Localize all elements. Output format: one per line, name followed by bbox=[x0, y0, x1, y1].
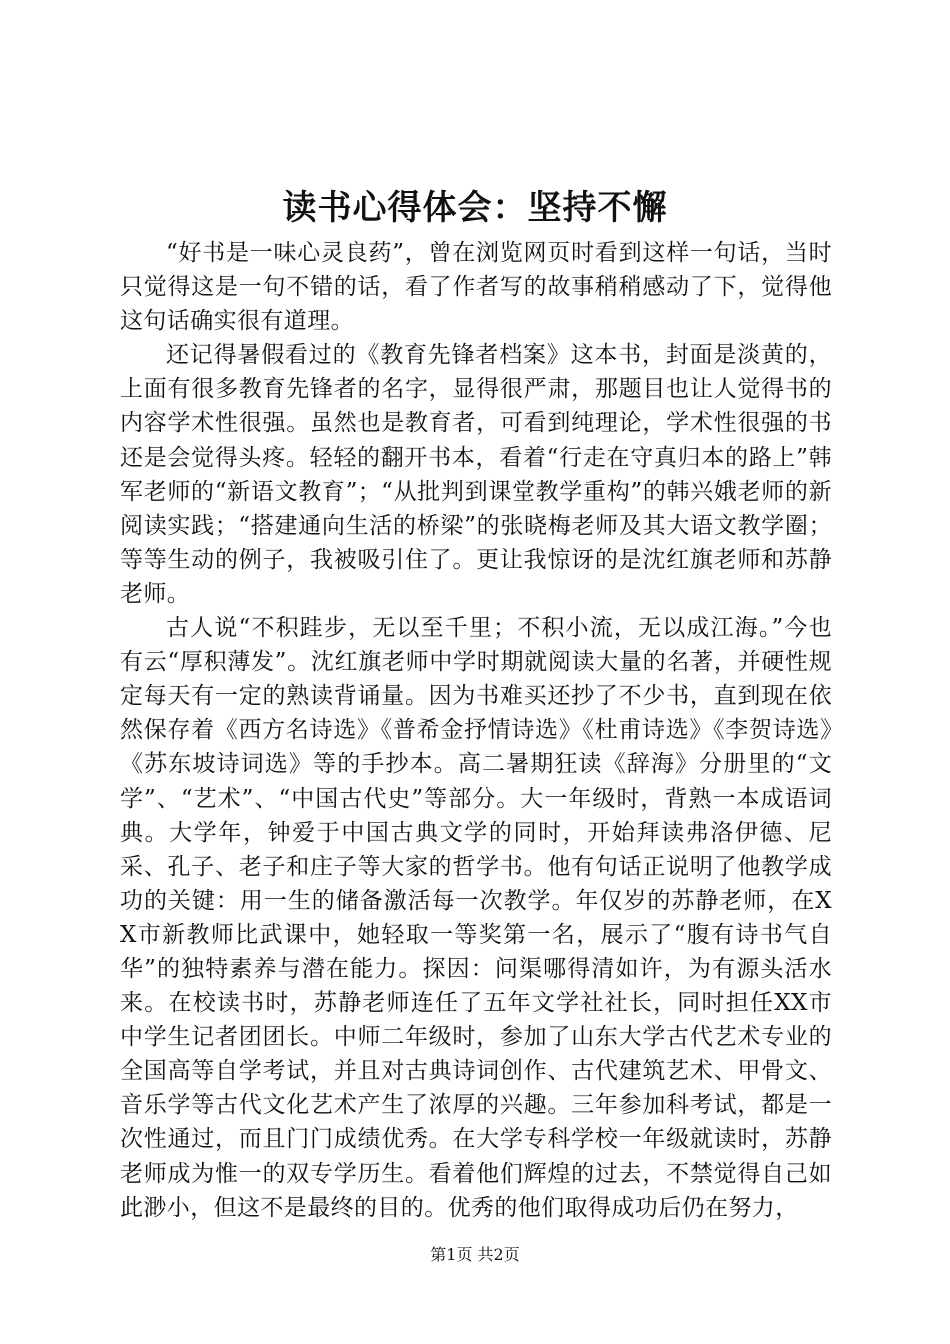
document-title: 读书心得体会：坚持不懈 bbox=[282, 188, 668, 228]
document-body bbox=[120, 236, 832, 1225]
paragraph-2: 还记得暑假看过的《教育先锋者档案》这本书，封面是淡黄的，上面有很多教育先锋者的名字，显得很严肃，那题目也让人觉得书的内容学术性很强。虽然也是教育者，可看到纯理论，学术性很强的书还是会觉得头疼。轻轻的翻开书本，看着“行走在守真归本的路上”韩军老师的“新语文教育”；“从批判到课堂教学重构”的韩兴娥老师的新阅读实践；“搭建通向生活的桥梁”的张晓梅老师及其大语文教学圈；等等生动的例子，我被吸引住了。更让我惊讶的是沈红旗老师和苏静老师。 bbox=[120, 342, 832, 607]
paragraph-3: 古人说“不积跬步，无以至千里；不积小流，无以成江海。”今也有云“厚积薄发”。沈红旗老师中学时期就阅读大量的名著，并硬性规定每天有一定的熟读背诵量。因为书难买还抄了不少书，直到现在依然保存着《西方名诗选》《普希金抒情诗选》《杜甫诗选》《李贺诗选》《苏东坡诗词选》等的手抄本。高二暑期狂读《辞海》分册里的“文学”、“艺术”、“中国古代史”等部分。大一年级时，背熟一本成语词典。大学年，钟爱于中国古典文学的同时，开始拜读弗洛伊德、尼采、孔子、老子和庄子等大家的哲学书。他有句话正说明了他教学成功的关键：用一生的储备激活每一次教学。年仅岁的苏静老师，在XX市新教师比武课中，她轻取一等奖第一名，展示了“腹有诗书气自华”的独特素养与潜在能力。探因：问渠哪得清如许，为有源头活水来。在校读书时，苏静老师连任了五年文学社社长，同时担任XX市中学生记者团团长。中师二年级时，参加了山东大学古代艺术专业的全国高等自学考试，并且对古典诗词创作、古代建筑艺术、甲骨文、音乐学等古代文化艺术产生了浓厚的兴趣。三年参加科考试，都是一次性通过，而且门门成绩优秀。在大学专科学校一年级就读时，苏静老师成为惟一的双专学历生。看着他们辉煌的过去，不禁觉得自己如此渺小，但这不是最终的目的。优秀的他们取得成功后仍在努力， bbox=[120, 615, 832, 1221]
paragraph-1: “好书是一味心灵良药”，曾在浏览网页时看到这样一句话，当时只觉得这是一句不错的话，看了作者写的故事稍稍感动了下，觉得他这句话确实很有道理。 bbox=[120, 240, 832, 335]
page-number-footer: 第1页 共2页 bbox=[430, 1245, 520, 1264]
